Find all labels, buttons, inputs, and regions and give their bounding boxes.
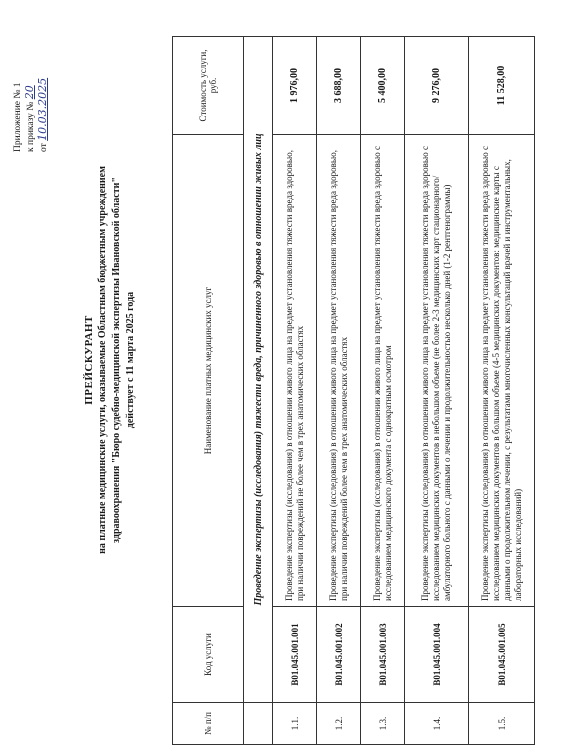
row-price: 9 276,00 [405, 37, 469, 135]
document-title: ПРЕЙСКУРАНТ [83, 315, 95, 405]
table-row [273, 37, 317, 745]
row-num: 1.5. [469, 703, 535, 745]
row-price: 3 688,00 [317, 37, 361, 135]
table-row [469, 37, 535, 745]
section-title: Проведение экспертизы (исследования) тяжести вреда, причиненного здоровью в отношении живых лиц [244, 37, 273, 703]
table-header-row [173, 37, 244, 745]
row-name: Проведение экспертизы (исследования) в отношении живого лица на предмет установления тяжести вреда здоровью, при наличии повреждений более чем в трех анатомических областях [317, 135, 361, 607]
document-heading [82, 80, 138, 640]
row-code: В01.045.001.003 [361, 607, 405, 703]
table-row [361, 37, 405, 745]
table-row [317, 37, 361, 745]
heading-line1: на платные медицинские услуги, оказываемые Областным бюджетным учреждением [97, 166, 108, 554]
row-num: 1.2. [317, 703, 361, 745]
price-table [172, 36, 535, 745]
row-price: 1 976,00 [273, 37, 317, 135]
row-name: Проведение экспертизы (исследования) в отношении живого лица на предмет установления тяжести вреда здоровью с исследованием медицинского документа с однократным осмотром [361, 135, 405, 607]
order-number: 20 [23, 85, 36, 100]
header-num: № п/п [173, 703, 244, 745]
header-code: Код услуги [173, 607, 244, 703]
row-price: 5 400,00 [361, 37, 405, 135]
row-num: 1.1. [273, 703, 317, 745]
row-code: В01.045.001.004 [405, 607, 469, 703]
order-date: 10.03.2025 [36, 77, 49, 141]
header-name: Наименование платных медицинских услуг [173, 135, 244, 607]
row-name: Проведение экспертизы (исследования) в отношении живого лица на предмет установления тяжести вреда здоровью с исследованием медицинских документов в большом объеме (4-5 медицинских документов: медицинские карты с данными о продолжительном лечении, с результатами многочисленных консультаций врачей и инструментальных, лабораторных исследований) [469, 135, 535, 607]
appendix-block [12, 2, 50, 152]
appendix-line1: Приложение № 1 [13, 82, 23, 152]
row-code: В01.045.001.002 [317, 607, 361, 703]
section-row [244, 37, 273, 745]
row-code: В01.045.001.005 [469, 607, 535, 703]
appendix-line3: от [39, 143, 49, 152]
row-num: 1.4. [405, 703, 469, 745]
row-name: Проведение экспертизы (исследования) в отношении живого лица на предмет установления тяжести вреда здоровью с исследованием медицинских документов в небольшом объеме (не более 2-3 медицинских карт стационарного/амбулаторного больного с данными о лечении и продолжительностью несколько дней (1-2 рентгенограммы) [405, 135, 469, 607]
row-name: Проведение экспертизы (исследования) в отношении живого лица на предмет установления тяжести вреда здоровью, при наличии повреждений не более чем в трех анатомических областях [273, 135, 317, 607]
heading-line2: здравоохранения "Бюро судебно-медицинской экспертизы Ивановской области" [111, 177, 122, 543]
row-price: 11 528,00 [469, 37, 535, 135]
table-row [405, 37, 469, 745]
header-price: Стоимость услуги, руб. [173, 37, 244, 135]
row-code: В01.045.001.001 [273, 607, 317, 703]
row-num: 1.3. [361, 703, 405, 745]
appendix-date-line [37, 2, 50, 152]
appendix-line2: к приказу № [26, 101, 36, 152]
heading-line3: действует с 11 марта 2025 года [125, 291, 136, 429]
